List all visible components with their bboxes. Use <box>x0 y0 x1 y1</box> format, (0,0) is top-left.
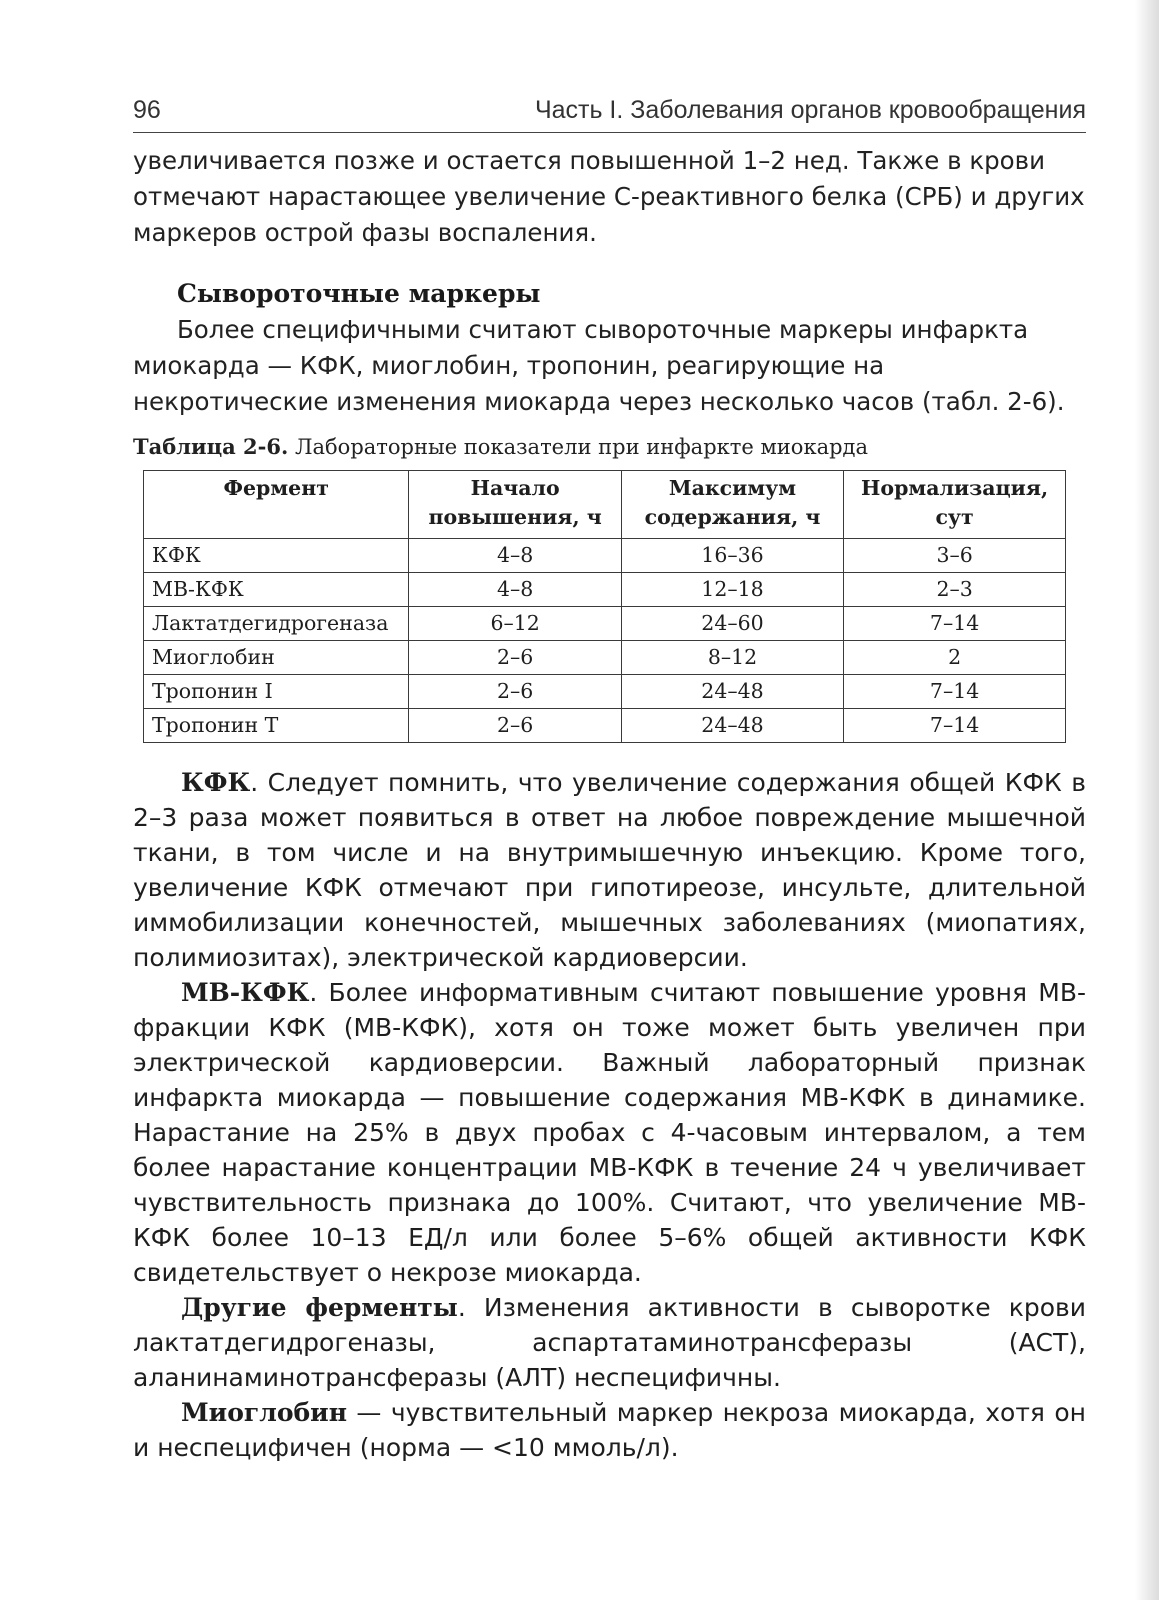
table-cell-onset: 4–8 <box>409 572 621 606</box>
table-header-row <box>144 470 1066 538</box>
table-row <box>144 538 1066 572</box>
paragraph-text: . Более информативным считают повышение уровня МВ-фракции КФК (МВ-КФК), хотя он тоже может быть увеличен при электрической кардиоверсии. Важный лабораторный признак инфаркта миокарда — повышение содержания МВ-КФК в динамике. Нарастание на 25% в двух пробах с 4-часовым интервалом, а тем более нарастание концентрации МВ-КФК в течение 24 ч увеличивает чувствительность признака до 100%. Считают, что увеличение МВ-КФК более 10–13 ЕД/л или более 5–6% общей активности КФК свидетельствует о некрозе миокарда. <box>133 977 1086 1287</box>
table-cell-enzyme: МВ-КФК <box>144 572 409 606</box>
table-cell-onset: 4–8 <box>409 538 621 572</box>
column-header-onset: Начало повышения, ч <box>409 470 621 538</box>
table-cell-peak: 24–60 <box>621 606 843 640</box>
column-header-normalization: Нормализация, сут <box>844 470 1066 538</box>
paragraph-text: — чувствительный маркер некроза миокарда, хотя он и неспецифичен (норма — <10 ммоль/л). <box>133 1397 1086 1462</box>
column-header-peak: Максимум содержания, ч <box>621 470 843 538</box>
table-cell-peak: 24–48 <box>621 708 843 742</box>
table-cell-enzyme: Тропонин I <box>144 674 409 708</box>
table-cell-peak: 12–18 <box>621 572 843 606</box>
lab-markers-table <box>143 470 1066 743</box>
page-edge-shadow <box>1135 0 1159 1600</box>
continuation-paragraph: увеличивается позже и остается повышенной 1–2 нед. Также в крови отмечают нарастающее увеличение С-реактивного белка (СРБ) и других маркеров острой фазы воспаления. <box>133 146 1085 247</box>
book-page <box>133 96 1086 1465</box>
table-cell-peak: 24–48 <box>621 674 843 708</box>
table-cell-normalization: 3–6 <box>844 538 1066 572</box>
paragraph-kfk <box>133 765 1086 975</box>
table-caption <box>133 432 1086 462</box>
paragraph-text: . Изменения активности в сыворотке крови лактатдегидрогеназы, аспартатаминотрансферазы (АСТ), аланинаминотрансферазы (АЛТ) неспецифичны. <box>133 1292 1087 1392</box>
table-cell-enzyme: Миоглобин <box>144 640 409 674</box>
table-row <box>144 674 1066 708</box>
table-cell-enzyme: Тропонин Т <box>144 708 409 742</box>
page-number: 96 <box>133 96 161 124</box>
table-cell-onset: 2–6 <box>409 708 621 742</box>
paragraph-other-enzymes <box>133 1290 1086 1395</box>
table-wrapper <box>143 470 1066 743</box>
table-cell-onset: 6–12 <box>409 606 621 640</box>
paragraph-myoglobin <box>133 1395 1086 1465</box>
table-cell-peak: 8–12 <box>621 640 843 674</box>
paragraph-lead-term: МВ-КФК <box>181 977 310 1007</box>
paragraph-lead-term: Другие ферменты <box>181 1292 458 1322</box>
table-cell-normalization: 2–3 <box>844 572 1066 606</box>
table-caption-text: Лабораторные показатели при инфаркте миокарда <box>295 434 868 459</box>
table-cell-normalization: 2 <box>844 640 1066 674</box>
table-cell-normalization: 7–14 <box>844 674 1066 708</box>
table-cell-onset: 2–6 <box>409 640 621 674</box>
intro-paragraph: Более специфичными считают сывороточные маркеры инфаркта миокарда — КФК, миоглобин, тропонин, реагирующие на некротические изменения миокарда через несколько часов (табл. 2-6). <box>133 314 1065 416</box>
column-header-enzyme: Фермент <box>144 470 409 538</box>
running-title: Часть I. Заболевания органов кровообращения <box>534 96 1086 124</box>
paragraph-lead-term: Миоглобин <box>181 1397 348 1427</box>
paragraph-mb-kfk <box>133 975 1086 1290</box>
table-cell-normalization: 7–14 <box>844 708 1066 742</box>
table-cell-peak: 16–36 <box>621 538 843 572</box>
running-header <box>133 96 1086 133</box>
section-heading: Сывороточные маркеры <box>177 278 541 308</box>
table-row <box>144 606 1066 640</box>
table-cell-enzyme: Лактатдегидрогеназа <box>144 606 409 640</box>
paragraph-lead-term: КФК <box>181 767 251 797</box>
table-row <box>144 572 1066 606</box>
table-cell-enzyme: КФК <box>144 538 409 572</box>
table-row <box>144 708 1066 742</box>
table-cell-onset: 2–6 <box>409 674 621 708</box>
table-row <box>144 640 1066 674</box>
article-body <box>133 765 1086 1465</box>
paragraph-text: . Следует помнить, что увеличение содержания общей КФК в 2–3 раза может появиться в ответ на любое повреждение мышечной ткани, в том числе и на внутримышечную инъекцию. Кроме того, увеличение КФК отмечают при гипотиреозе, инсульте, длительной иммобилизации конечностей, мышечных заболеваниях (миопатиях, полимиозитах), электрической кардиоверсии. <box>133 767 1086 972</box>
table-caption-number: Таблица 2-6. <box>133 433 289 459</box>
table-cell-normalization: 7–14 <box>844 606 1066 640</box>
